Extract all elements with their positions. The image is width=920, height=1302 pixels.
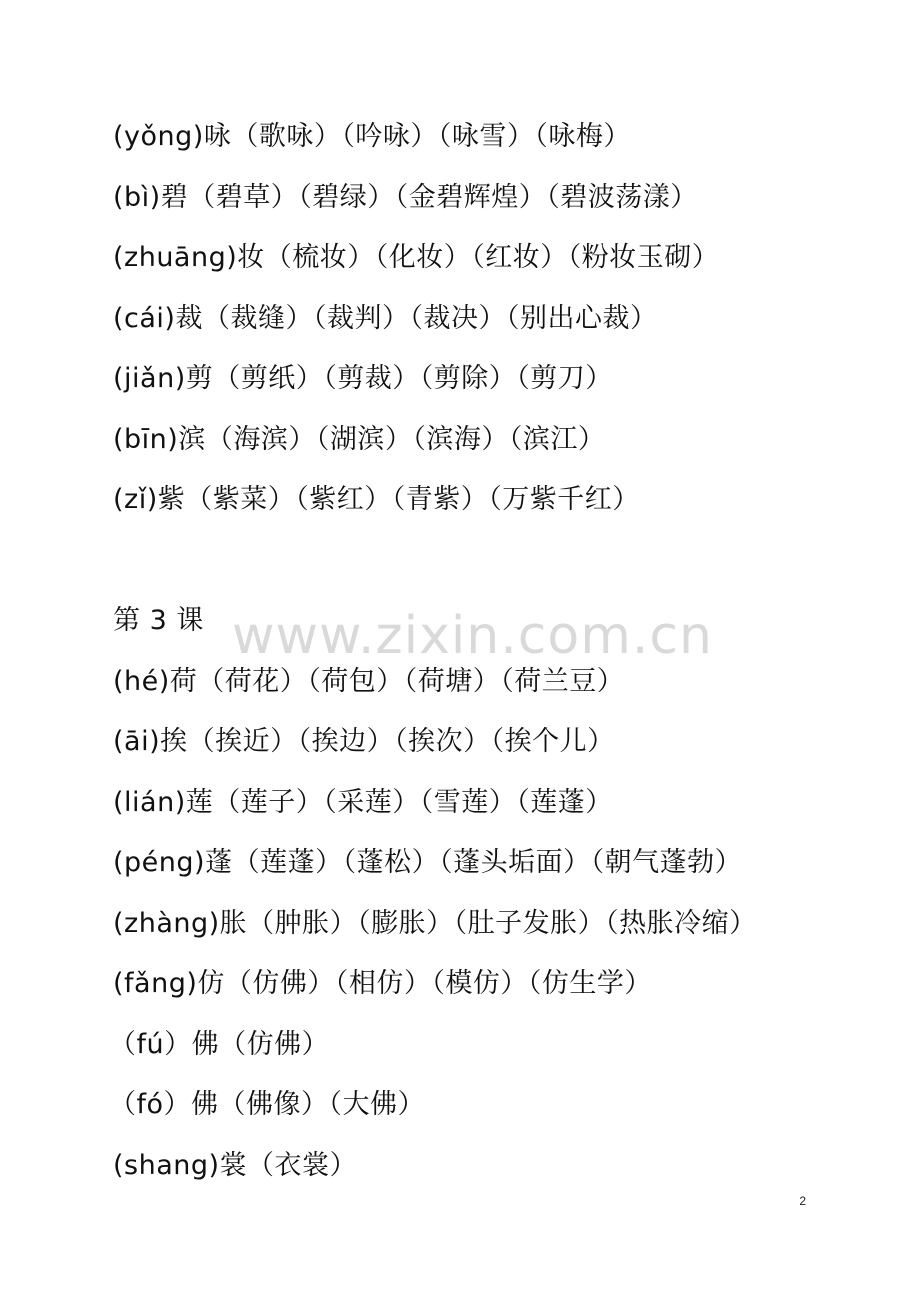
blank-line <box>113 538 893 599</box>
vocab-line-fu: （fú）佛（仿佛） <box>109 1028 330 1060</box>
vocab-line-he: (hé)荷（荷花）（荷包）（荷塘）（荷兰豆） <box>113 665 625 697</box>
vocab-line-fang: (fǎng)仿（仿佛）（相仿）（模仿）（仿生学） <box>113 968 652 999</box>
vocab-line-cai: (cái)裁（裁缝）（裁判）（裁决）（别出心裁） <box>113 302 658 334</box>
vocab-line-lian: (lián)莲（莲子）（采莲）（雪莲）（莲蓬） <box>113 786 613 818</box>
vocab-line-bin: (bīn)滨（海滨）（湖滨）（滨海）（滨江） <box>113 423 606 455</box>
vocab-line-zhang: (zhàng)胀（肿胀）（膨胀）（肚子发胀）（热胀冷缩） <box>113 907 757 939</box>
vocab-line-peng: (péng)蓬（莲蓬）（蓬松）（蓬头垢面）（朝气蓬勃） <box>113 847 743 878</box>
page-number: 2 <box>799 1194 806 1208</box>
lesson-heading: 第 3 课 <box>113 605 204 636</box>
vocab-line-fo: （fó）佛（佛像）（大佛） <box>109 1089 426 1120</box>
vocab-line-shang: (shang)裳（衣裳） <box>113 1149 358 1181</box>
vocabulary-list <box>109 114 893 1203</box>
vocab-line-bi: (bì)碧（碧草）（碧绿）（金碧辉煌）（碧波荡漾） <box>113 181 698 213</box>
vocab-line-jian: (jiǎn)剪（剪纸）（剪裁）（剪除）（剪刀） <box>113 363 613 394</box>
vocab-line-yong: (yǒng)咏（歌咏）（吟咏）（咏雪）（咏梅） <box>113 121 631 152</box>
watermark: www.zixin.com.cn <box>232 606 713 666</box>
vocab-line-ai: (āi)挨（挨近）（挨边）（挨次）（挨个儿） <box>113 726 615 757</box>
vocab-line-zhuang: (zhuāng)妆（梳妆）（化妆）（红妆）（粉妆玉砌） <box>113 242 720 273</box>
vocab-line-zi: (zǐ)紫（紫菜）（紫红）（青紫）（万紫千红） <box>113 484 640 515</box>
